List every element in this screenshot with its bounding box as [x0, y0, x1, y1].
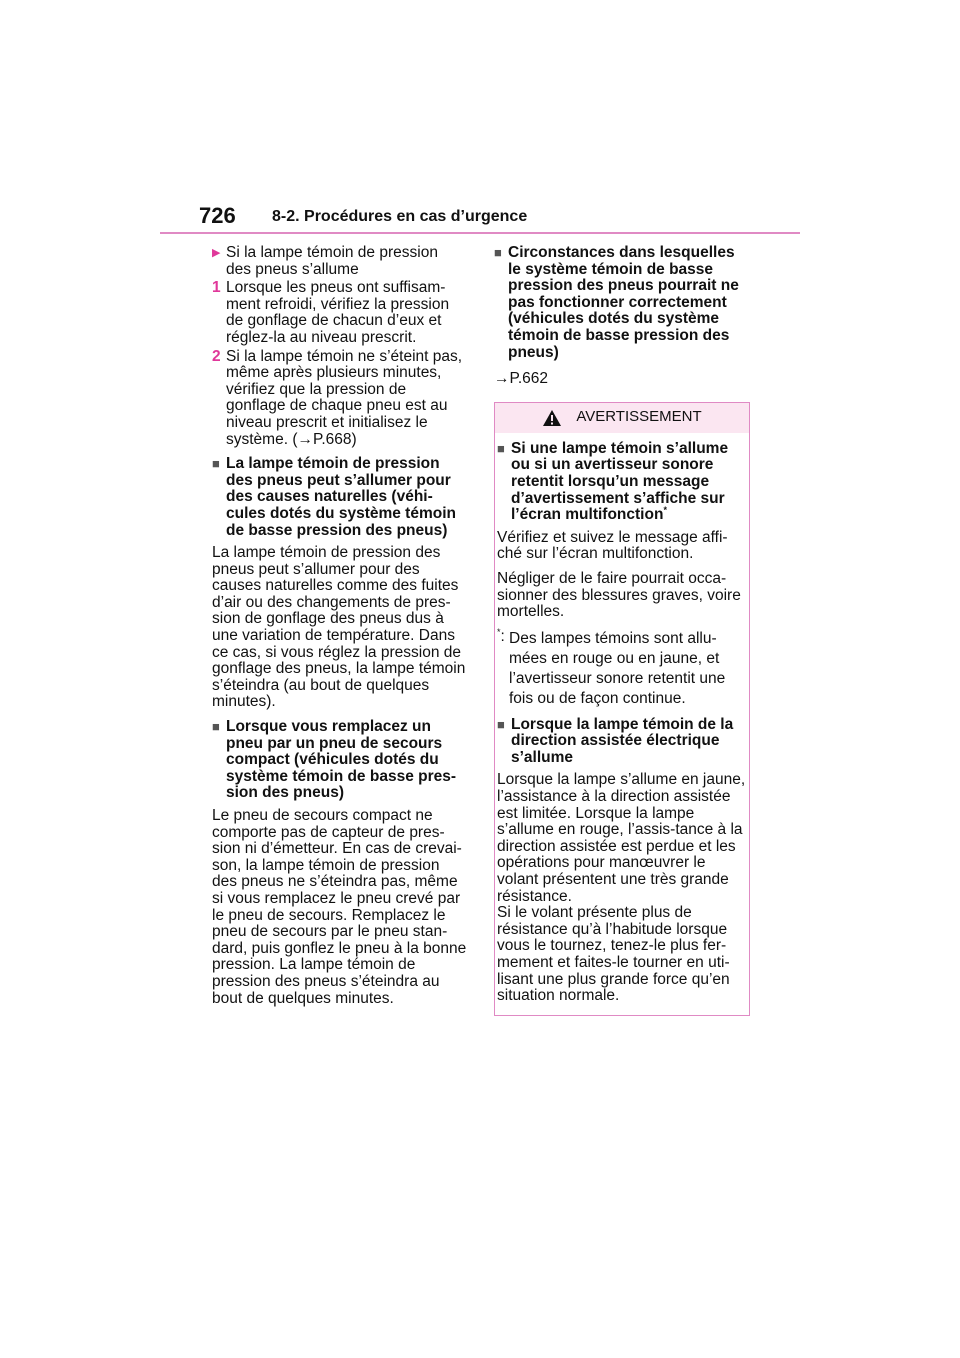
- heading-text: Lorsque vous remplacez un pneu par un pneu de secours compact (véhicules dotés du système témoin de basse pres-sion des pneus): [226, 718, 457, 802]
- block-heading-compact-spare: [212, 719, 467, 802]
- square-bullet-icon: ■: [497, 440, 505, 456]
- warning-triangle-icon: [542, 409, 562, 427]
- square-bullet-icon: ■: [212, 456, 220, 472]
- lamp-item: [212, 245, 467, 278]
- step-number: 2: [212, 347, 221, 365]
- footnote: [497, 626, 749, 709]
- block-heading-circumstances: [494, 245, 750, 361]
- right-column: [494, 245, 750, 1016]
- heading-text: Circonstances dans lesquelles le système témoin de basse pression des pneus pourrait ne pas fonctionner correctement (véhicules dotés du système témoin de basse pression des pneus): [508, 244, 739, 361]
- warning-body: [495, 433, 749, 1015]
- square-bullet-icon: ■: [494, 245, 502, 260]
- block-heading-natural-causes: [212, 456, 467, 539]
- warning-paragraph: Vérifiez et suivez le message affi-ché sur l’écran multifonction.: [497, 528, 728, 563]
- left-column: [212, 245, 467, 1015]
- square-bullet-icon: ■: [497, 716, 505, 732]
- warning-title: AVERTISSEMENT: [576, 408, 702, 426]
- step-number: 1: [212, 279, 221, 297]
- warning-paragraph: Si le volant présente plus de résistance qu’à l’habitude lorsque vous le tournez, tenez-le plus fer-mement et faites-le tourner en uti-lisant une plus grande force qu’en situation normale.: [497, 904, 730, 1005]
- page-number: 726: [199, 203, 236, 228]
- step-1: [212, 280, 467, 346]
- header-rule: [160, 232, 800, 234]
- page-reference: →P.662: [494, 370, 549, 388]
- heading-text: La lampe témoin de pression des pneus peut s’allumer pour des causes naturelles (véhi-cules dotés du système témoin de basse pression des pneus): [226, 455, 456, 539]
- footnote-marker: *:: [497, 626, 505, 645]
- warning-paragraph: Négliger de le faire pourrait occa-sionner des blessures graves, voire mortelles.: [497, 569, 741, 621]
- step-2: [212, 349, 467, 449]
- heading-text: Lorsque la lampe témoin de la direction assistée électrique s’allume: [511, 715, 734, 766]
- lamp-item-text: Si la lampe témoin de pression des pneus s’allume: [226, 244, 438, 278]
- warning-header: [495, 403, 749, 433]
- square-bullet-icon: ■: [212, 719, 220, 735]
- step-text: Lorsque les pneus ont suffisam-ment refroidi, vérifiez la pression de gonflage de chacun d’eux et réglez-la au niveau prescrit.: [226, 279, 450, 346]
- block-body: La lampe témoin de pression des pneus peut s’allumer pour des causes naturelles comme des fuites d’air ou des changements de pres-sion de gonflage des pneus dus à une variation de température. Dans ce cas, si vous réglez la pression de gonflage des pneus, la lampe témoin s’éteindra (au bout de quelques minutes).: [212, 544, 466, 711]
- triangle-right-icon: ▶: [212, 247, 221, 259]
- step-text: Si la lampe témoin ne s’éteint pas, même après plusieurs minutes, vérifiez que la pression de gonflage de chaque pneu est au niveau prescrit et initialisez le système. (→P.668): [226, 347, 463, 448]
- section-title: 8-2. Procédures en cas d’urgence: [272, 208, 528, 225]
- warning-heading-power-steering: [497, 717, 749, 767]
- warning-heading-multifunction: [497, 441, 749, 524]
- heading-text: Si une lampe témoin s’allume ou si un avertisseur sonore retentit lorsqu’un message d’avertissement s’affiche sur l’écran multifonction*: [511, 439, 729, 524]
- block-body: Le pneu de secours compact ne comporte pas de capteur de pres-sion ni d’émetteur. En cas de crevai-son, la lampe témoin de pression des pneus ne s’éteindra pas, même si vous remplacez le pneu crevé par le pneu de secours. Remplacez le pneu de secours par le pneu stan-dard, puis gonflez le pneu à la bonne pression. La lampe témoin de pression des pneus s’éteindra au bout de quelques minutes.: [212, 807, 467, 1007]
- warning-box: [494, 402, 750, 1016]
- footnote-text: Des lampes témoins sont allu-mées en rouge ou en jaune, et l’avertisseur sonore retentit une fois ou de façon continue.: [509, 629, 726, 707]
- warning-paragraph: Lorsque la lampe s’allume en jaune, l’assistance à la direction assistée est limitée. Lorsque la lampe s’allume en rouge, l’assis-tance à la direction assistée est perdue et les opérations pour manœuvrer le volant présentent une très grande résistance.: [497, 771, 746, 905]
